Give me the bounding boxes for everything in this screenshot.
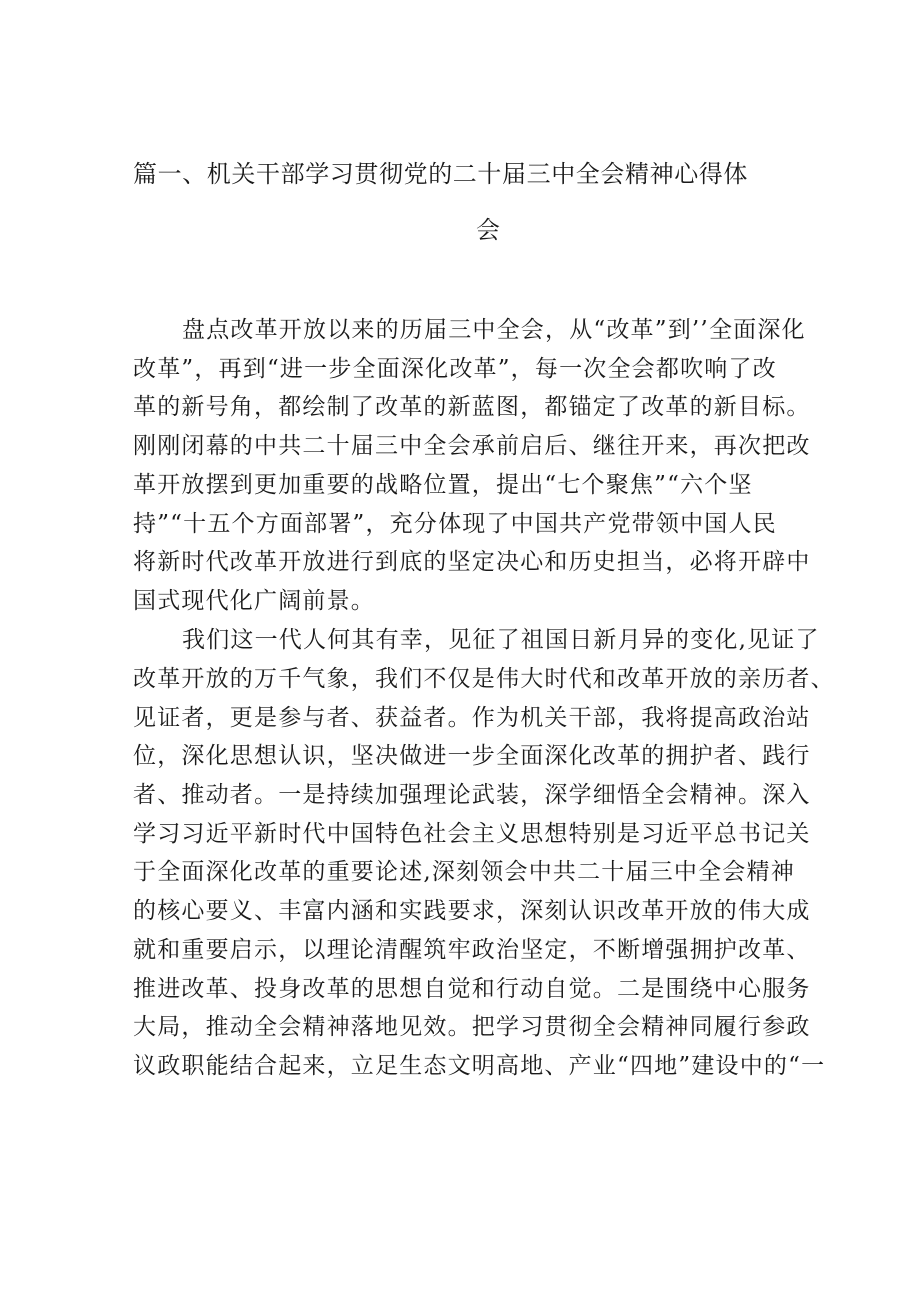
paragraph-1-line: 刚刚闭幕的中共二十届三中全会承前启后、继往开来，再次把改: [133, 433, 811, 459]
paragraph-1-line: 改革”，再到“进一步全面深化改革”，每一次全会都吹响了改: [133, 356, 777, 382]
paragraph-2-line: 大局，推动全会精神落地见效。把学习贯彻全会精神同履行参政: [133, 1014, 811, 1040]
paragraph-1-line: 革的新号角，都绘制了改革的新蓝图，都锚定了改革的新目标。: [133, 394, 811, 420]
paragraph-2-line: 者、推动者。一是持续加强理论武装，深学细悟全会精神。深入: [133, 782, 811, 808]
document-title-line-1: 篇一、机关干部学习贯彻党的二十届三中全会精神心得体: [133, 160, 748, 188]
paragraph-2-line: 的核心要义、丰富内涵和实践要求，深刻认识改革开放的伟大成: [133, 898, 811, 924]
paragraph-1-line: 革开放摆到更加重要的战略位置，提出“七个聚焦”“六个坚: [133, 472, 753, 498]
paragraph-1-line: 将新时代改革开放进行到底的坚定决心和历史担当，必将开辟中: [133, 549, 811, 575]
paragraph-2-line: 改革开放的万千气象，我们不仅是伟大时代和改革开放的亲历者、: [133, 666, 835, 692]
paragraph-2-line: 见证者，更是参与者、获益者。作为机关干部，我将提高政治站: [133, 705, 811, 731]
paragraph-2-line: 推进改革、投身改革的思想自觉和行动自觉。二是围绕中心服务: [133, 976, 811, 1002]
paragraph-2-line: 位，深化思想认识，坚决做进一步全面深化改革的拥护者、践行: [133, 743, 811, 769]
paragraph-1-line: 国式现代化广阔前景。: [133, 588, 375, 614]
paragraph-2-line: 议政职能结合起来，立足生态文明高地、产业“四地”建设中的“一: [133, 1053, 826, 1079]
document-title-line-2: 会: [476, 216, 501, 244]
paragraph-1-line: 持”“十五个方面部署”，充分体现了中国共产党带领中国人民: [133, 511, 777, 537]
paragraph-2-line: 于全面深化改革的重要论述,深刻领会中共二十届三中全会精神: [133, 859, 795, 885]
paragraph-1-line: 盘点改革开放以来的历届三中全会，从“改革”到’’全面深化: [182, 317, 806, 343]
paragraph-2-line: 我们这一代人何其有幸，见征了祖国日新月异的变化,见证了: [182, 627, 820, 653]
paragraph-2-line: 学习习近平新时代中国特色社会主义思想特别是习近平总书记关: [133, 821, 811, 847]
paragraph-2-line: 就和重要启示，以理论清醒筑牢政治坚定，不断增强拥护改革、: [133, 937, 811, 963]
